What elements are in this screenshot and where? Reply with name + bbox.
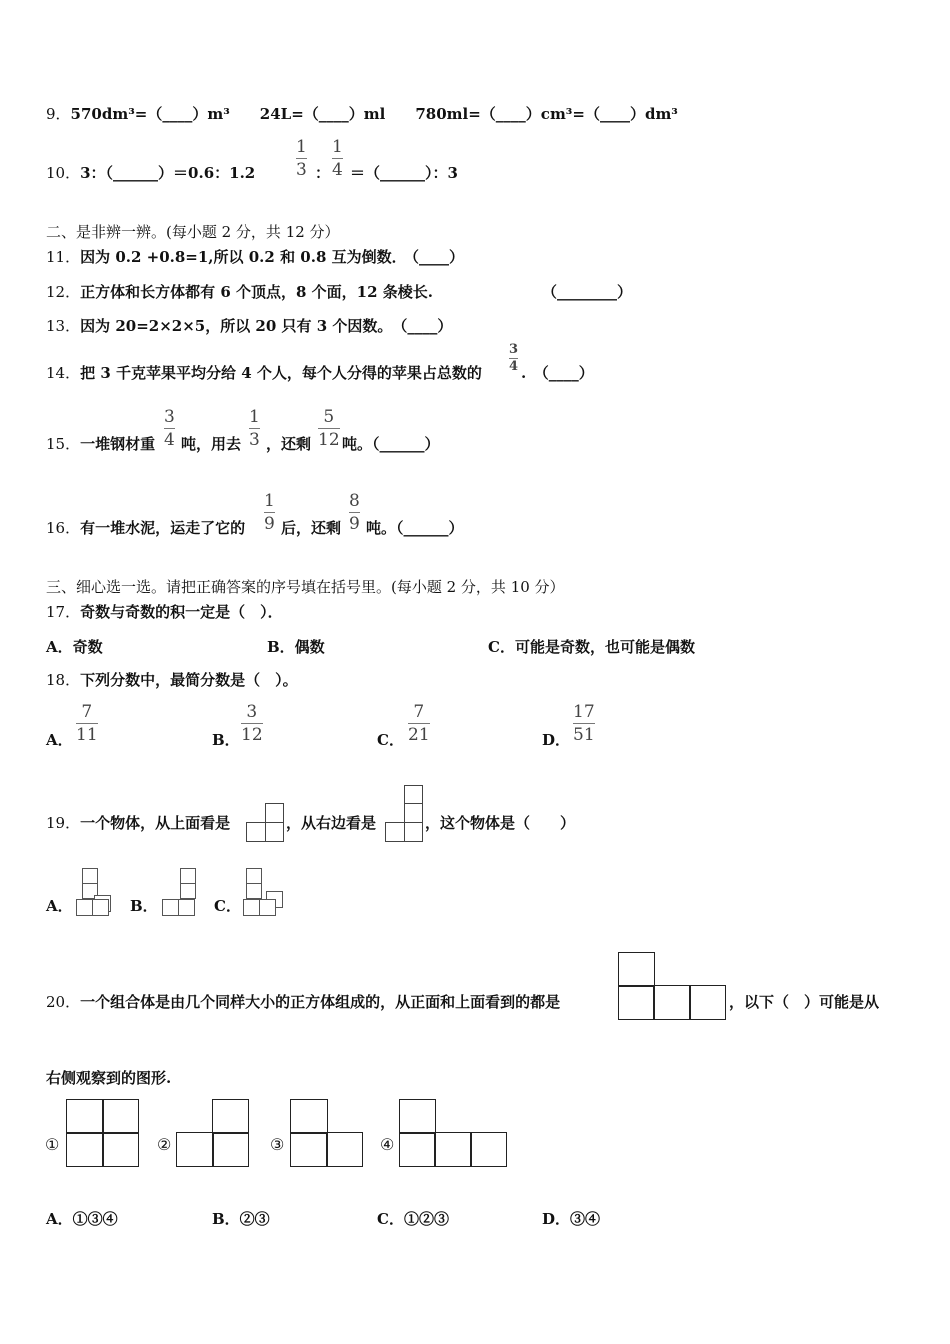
fraction: 1 3 bbox=[249, 407, 260, 450]
question-text-part: ，还剩 bbox=[266, 435, 312, 453]
question-13 bbox=[46, 315, 452, 336]
option-a[interactable]: A．①③④ bbox=[46, 1210, 118, 1228]
option-b[interactable]: B．②③ bbox=[212, 1210, 270, 1228]
figure-mark-3: ③ bbox=[270, 1135, 285, 1154]
question-text: 570dm³=（____）m³ 24L=（____）ml 780ml=（____）cm³=（____）dm³ bbox=[70, 105, 678, 123]
question-number: 9． bbox=[46, 105, 71, 123]
colon-sign: ： bbox=[315, 164, 331, 182]
fraction: 3 4 bbox=[509, 342, 519, 374]
fraction: 1 4 bbox=[332, 137, 343, 180]
question-text: 有一堆水泥，运走了它的 bbox=[80, 519, 246, 537]
question-text: 奇数与奇数的积一定是（ ）． bbox=[80, 603, 283, 621]
question-text: 下列分数中，最简分数是（ ）。 bbox=[80, 671, 298, 689]
option-a-label[interactable]: A． bbox=[46, 897, 73, 915]
question-text: 把 3 千克苹果平均分给 4 个人，每个人分得的苹果占总数的 bbox=[80, 364, 482, 382]
question-text: 正方体和长方体都有 6 个顶点，8 个面，12 条棱长. bbox=[80, 283, 433, 301]
option-d-label[interactable]: D． bbox=[542, 731, 571, 749]
question-number: 20． bbox=[46, 993, 81, 1011]
question-16 bbox=[46, 517, 245, 538]
question-text-tail: 吨。（______） bbox=[366, 519, 464, 537]
option-a-label[interactable]: A． bbox=[46, 731, 73, 749]
fraction: 3 4 bbox=[164, 407, 175, 450]
fraction-option-d[interactable]: 17 51 bbox=[573, 702, 595, 745]
question-9 bbox=[46, 103, 678, 124]
question-number: 11． bbox=[46, 248, 81, 266]
question-number: 15． bbox=[46, 435, 81, 453]
question-number: 19． bbox=[46, 814, 81, 832]
question-text-tail: ＝（______）：3 bbox=[350, 164, 458, 182]
figure-mark-2: ② bbox=[157, 1135, 172, 1154]
question-text-tail: . （____） bbox=[521, 364, 594, 382]
fraction: 5 12 bbox=[318, 407, 340, 450]
fraction-option-b[interactable]: 3 12 bbox=[241, 702, 263, 745]
question-11 bbox=[46, 246, 407, 267]
question-18 bbox=[46, 669, 298, 690]
question-text: 一个物体，从上面看是 bbox=[80, 814, 231, 832]
question-text: 3：（______）＝0.6：1.2 bbox=[80, 164, 256, 182]
question-number: 12． bbox=[46, 283, 81, 301]
question-number: 16． bbox=[46, 519, 81, 537]
question-text: 一堆钢材重 bbox=[80, 435, 156, 453]
answer-blank[interactable]: （____） bbox=[404, 248, 465, 266]
fraction: 1 3 bbox=[296, 137, 307, 180]
question-text-tail: 吨。（______） bbox=[342, 435, 440, 453]
option-c-label[interactable]: C． bbox=[377, 731, 404, 749]
question-12 bbox=[46, 281, 433, 302]
question-15 bbox=[46, 433, 155, 454]
section-title: 三、细心选一选。请把正确答案的序号填在括号里。(每小题 2 分，共 10 分） bbox=[46, 578, 565, 596]
question-20 bbox=[46, 991, 560, 1012]
option-b-label[interactable]: B． bbox=[130, 897, 158, 915]
option-c-label[interactable]: C． bbox=[214, 897, 241, 915]
question-text-part: 吨，用去 bbox=[181, 435, 242, 453]
question-text: 因为 0.2 +0.8=1,所以 0.2 和 0.8 互为倒数． bbox=[80, 248, 407, 266]
option-b[interactable]: B．偶数 bbox=[267, 638, 325, 656]
question-text-tail: ，这个物体是（ ） bbox=[425, 814, 576, 832]
section-title: 二、是非辨一辨。(每小题 2 分，共 12 分） bbox=[46, 223, 340, 241]
fraction-option-c[interactable]: 7 21 bbox=[408, 702, 430, 745]
fraction: 1 9 bbox=[264, 491, 275, 534]
question-number: 18． bbox=[46, 671, 81, 689]
figure-mark-1: ① bbox=[45, 1135, 60, 1154]
question-17 bbox=[46, 601, 283, 622]
question-text-tail: 右侧观察到的图形. bbox=[46, 1069, 172, 1087]
question-14 bbox=[46, 362, 482, 383]
question-19 bbox=[46, 812, 230, 833]
question-text-part: ，以下（ ）可能是从 bbox=[729, 993, 880, 1011]
option-c[interactable]: C．可能是奇数，也可能是偶数 bbox=[488, 638, 695, 656]
question-text-part: ，从右边看是 bbox=[286, 814, 377, 832]
option-b-label[interactable]: B． bbox=[212, 731, 240, 749]
question-text-part: 后，还剩 bbox=[281, 519, 342, 537]
question-text: 一个组合体是由几个同样大小的正方体组成的，从正面和上面看到的都是 bbox=[80, 993, 561, 1011]
question-text: 因为 20=2×2×5，所以 20 只有 3 个因数。 （____） bbox=[80, 317, 453, 335]
fraction: 8 9 bbox=[349, 491, 360, 534]
question-number: 10． bbox=[46, 164, 81, 182]
option-c[interactable]: C．①②③ bbox=[377, 1210, 449, 1228]
question-number: 14． bbox=[46, 364, 81, 382]
answer-blank[interactable]: （________） bbox=[542, 283, 633, 301]
option-d[interactable]: D．③④ bbox=[542, 1210, 601, 1228]
fraction-option-a[interactable]: 7 11 bbox=[76, 702, 98, 745]
question-10 bbox=[46, 162, 255, 183]
question-number: 17． bbox=[46, 603, 81, 621]
figure-mark-4: ④ bbox=[380, 1135, 395, 1154]
option-a[interactable]: A．奇数 bbox=[46, 638, 103, 656]
question-number: 13． bbox=[46, 317, 81, 335]
